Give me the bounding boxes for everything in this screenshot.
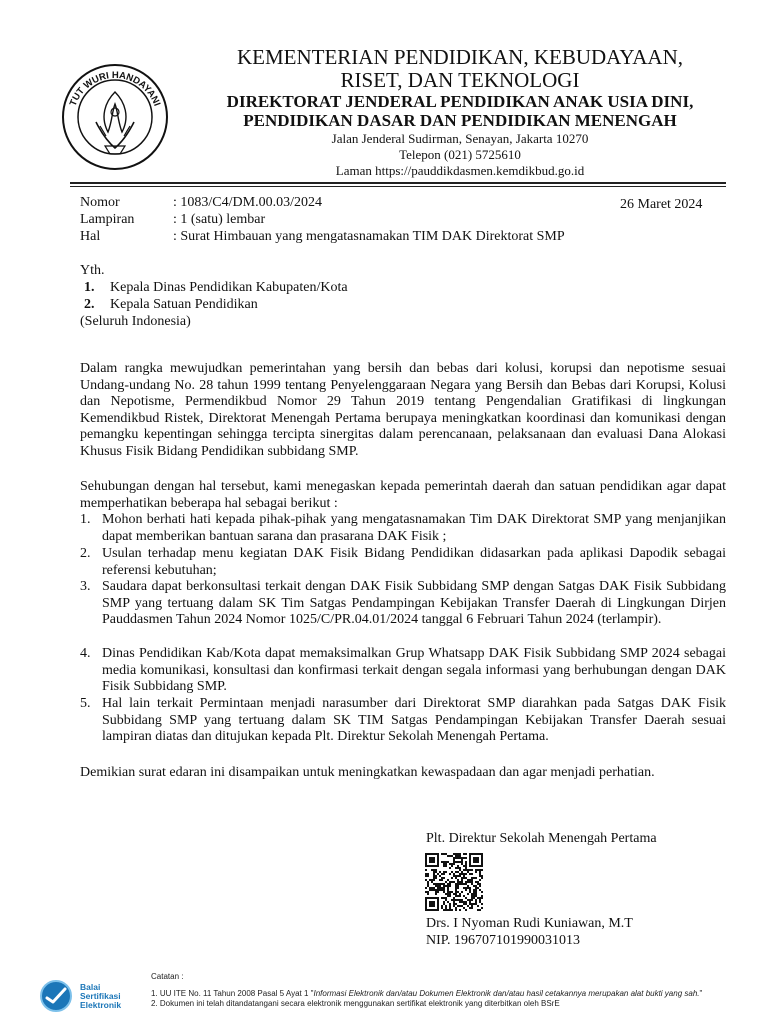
hal-label: Hal	[80, 229, 101, 244]
footer-note-1	[151, 989, 702, 999]
recipient-scope: (Seluruh Indonesia)	[80, 314, 191, 329]
letter-date: 26 Maret 2024	[620, 197, 703, 212]
bsre-logo	[38, 978, 74, 1014]
recipient-2: Kepala Satuan Pendidikan	[110, 297, 258, 312]
hal-value: : Surat Himbauan yang mengatasnamakan TIM DAK Direktorat SMP	[173, 229, 565, 244]
point-num: 4.	[80, 646, 91, 661]
footer-note-label: Catatan :	[151, 972, 184, 981]
directorate-name-line2: PENDIDIKAN DASAR DAN PENDIDIKAN MENENGAH	[243, 111, 677, 130]
footer-note-1-suffix: "	[699, 989, 703, 998]
bsre-name-line1: Balai	[80, 982, 101, 992]
address: Jalan Jenderal Sudirman, Senayan, Jakarta 10270	[331, 131, 589, 146]
footer-note-2: 2. Dokumen ini telah ditandatangani secara elektronik menggunakan sertifikat elektronik yang diterbitkan oleh BSrE	[151, 999, 560, 1008]
point-item: Hal lain terkait Permintaan menjadi narasumber dari Direktorat SMP diarahkan pada Satgas DAK Fisik Subbidang SMP yang tertuang dalam SK TIM Satgas Pendampingan Kebijakan Transfer Daerah sesuai lampiran diatas dan ditujukan kepada Plt. Direktur Sekolah Menengah Pertama.	[102, 696, 726, 745]
ministry-name-line2: RISET, DAN TEKNOLOGI	[340, 68, 580, 92]
point-num: 3.	[80, 579, 91, 594]
nomor-label: Nomor	[80, 195, 120, 210]
footer-note-1-quote: Informasi Elektronik dan/atau Dokumen Elektronik dan/atau hasil cetakannya merupakan alat bukti yang sah.	[313, 989, 700, 998]
point-item: Saudara dapat berkonsultasi terkait dengan DAK Fisik Subbidang SMP dengan Satgas DAK Fisik Subbidang SMP yang tertuang dalam SK Tim Satgas Pendampingan Kebijakan Transfer Daerah di Lingkungan Dirjen Pauddasmen Tahun 2024 Nomor 1025/C/PR.04.01/2024 tanggal 6 Februari Tahun 2024 (terlampir).	[102, 579, 726, 628]
point-num: 5.	[80, 696, 91, 711]
nomor-value: : 1083/C4/DM.00.03/2024	[173, 195, 322, 210]
points-list	[0, 512, 768, 752]
point-item: Dinas Pendidikan Kab/Kota dapat memaksimalkan Grup Whatsapp DAK Fisik Subbidang SMP 2024 sebagai media komunikasi, konsultasi dan konfirmasi terkait dengan segala informasi yang berhubungan dengan DAK Fisik Subbidang SMP.	[102, 646, 726, 695]
signatory-name: Drs. I Nyoman Rudi Kuniawan, M.T	[426, 916, 633, 931]
header-rule-thin	[70, 186, 726, 187]
point-item: Mohon berhati hati kepada pihak-pihak yang mengatasnamakan Tim DAK Direktorat SMP yang menjanjikan dapat memberikan bantuan sarana dan prasarana DAK Fisik ;	[102, 512, 726, 544]
ministry-name-line1: KEMENTERIAN PENDIDIKAN, KEBUDAYAAN,	[236, 45, 684, 69]
website-link[interactable]: Laman https://pauddikdasmen.kemdikbud.go.id	[335, 163, 585, 178]
point-item: Usulan terhadap menu kegiatan DAK Fisik Bidang Pendidikan didasarkan pada aplikasi Dapodik sebagai referensi kebutuhan;	[102, 546, 726, 578]
qr-code	[425, 853, 483, 911]
salutation: Yth.	[80, 263, 105, 278]
signatory-title: Plt. Direktur Sekolah Menengah Pertama	[426, 831, 657, 846]
footer-note-1-prefix: 1. UU ITE No. 11 Tahun 2008 Pasal 5 Ayat 1 "	[151, 989, 314, 998]
directorate-name-line1: DIREKTORAT JENDERAL PENDIDIKAN ANAK USIA DINI,	[226, 92, 694, 111]
paragraph-request: Sehubungan dengan hal tersebut, kami menegaskan kepada pemerintah daerah dan satuan pendidikan agar dapat memperhatikan beberapa hal sebagai berikut :	[80, 479, 726, 511]
lampiran-value: : 1 (satu) lembar	[173, 212, 266, 227]
point-num: 2.	[80, 546, 91, 561]
signatory-nip: NIP. 196707101990031013	[426, 933, 581, 948]
recipient-num-2: 2.	[84, 297, 95, 312]
recipient-num-1: 1.	[84, 280, 95, 295]
bsre-name-line3: Elektronik	[80, 1000, 122, 1010]
recipient-1: Kepala Dinas Pendidikan Kabupaten/Kota	[110, 280, 348, 295]
phone: Telepon (021) 5725610	[399, 147, 521, 162]
lampiran-label: Lampiran	[80, 212, 135, 227]
tut-wuri-handayani-logo	[60, 62, 170, 172]
svg-text:TUT WURI HANDAYANI: TUT WURI HANDAYANI	[67, 69, 163, 108]
point-num: 1.	[80, 512, 91, 527]
header-rule-thick	[70, 182, 726, 184]
bsre-name-line2: Sertifikasi	[80, 991, 121, 1001]
closing-statement: Demikian surat edaran ini disampaikan untuk meningkatkan kewaspadaan dan agar menjadi perhatian.	[80, 765, 655, 780]
paragraph-intro: Dalam rangka mewujudkan pemerintahan yang bersih dan bebas dari kolusi, korupsi dan nepotisme sesuai Undang-undang No. 28 tahun 1999 tentang Penyelenggaraan Negara yang Bersih dan Bebas dari Korupsi, Kolusi dan Nepotisme, Permendikbud Nomor 29 Tahun 2019 tentang Pengendalian Gratifikasi di lingkungan Kemendikbud Ristek, Direktorat Menengah Pertama berupaya meningkatkan koordinasi dan komunikasi dengan pemangku kepentingan sehingga tercipta sinergitas dalam perencanaan, pelaksanaan dan evaluasi Dana Alokasi Khusus Fisik Bidang Pendidikan subbidang SMP.	[80, 361, 726, 459]
